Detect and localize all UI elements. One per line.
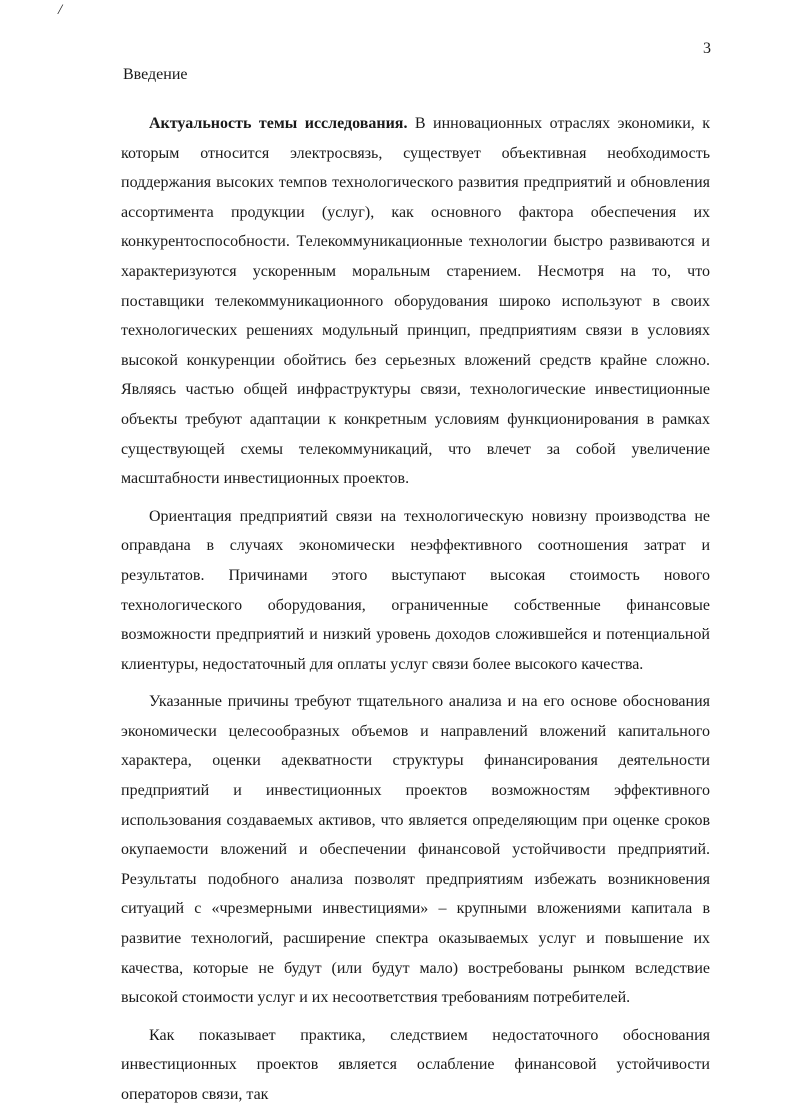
body-text: [121, 109, 710, 1118]
paragraph-text: Указанные причины требуют тщательного анализа и на его основе обоснования экономически целесообразных объемов и направлений вложений капитального характера, оценки адекватности структуры финансирования деятельности предприятий и инвестиционных проектов возможностям эффективного использования создаваемых активов, что является определяющим при оценке сроков окупаемости вложений и обеспечении финансовой устойчивости предприятий. Результаты подобного анализа позволят предприятиям избежать возникновения ситуаций с «чрезмерными инвестициями» – крупными вложениями капитала в развитие технологий, расширение спектра оказываемых услуг и повышение их качества, которые не будут (или будут мало) востребованы рынком вследствие высокой стоимости услуг и их несоответствия требованиям потребителей.: [121, 693, 710, 1007]
paragraph: [121, 109, 710, 494]
paragraph: [121, 687, 710, 1013]
paragraph: [121, 1021, 710, 1110]
page-number: 3: [703, 40, 711, 57]
paragraph-text: Как показывает практика, следствием недостаточного обоснования инвестиционных проектов является ослабление финансовой устойчивости операторов связи, так: [121, 1026, 710, 1103]
paragraph-lead: Актуальность темы исследования.: [149, 115, 408, 132]
corner-mark: /: [58, 2, 63, 18]
paragraph-text: В инновационных отраслях экономики, к которым относится электросвязь, существует объективная необходимость поддержания высоких темпов технологического развития предприятий и обновления ассортимента продукции (услуг), как основного фактора обеспечения их конкурентоспособности. Телекоммуникационные технологии быстро развиваются и характеризуются ускоренным моральным старением. Несмотря на то, что поставщики телекоммуникационного оборудования широко используют в своих технологических решениях модульный принцип, предприятиям связи в условиях высокой конкуренции обойтись без серьезных вложений средств крайне сложно. Являясь частью общей инфраструктуры связи, технологические инвестиционные объекты требуют адаптации к конкретным условиям функционирования в рамках существующей схемы телекоммуникаций, что влечет за собой увеличение масштабности инвестиционных проектов.: [121, 115, 710, 488]
paragraph: [121, 502, 710, 680]
page-title: Введение: [123, 66, 188, 83]
paragraph-text: Ориентация предприятий связи на технологическую новизну производства не оправдана в случаях экономически неэффективного соотношения затрат и результатов. Причинами этого выступают высокая стоимость нового технологического оборудования, ограниченные собственные финансовые возможности предприятий и низкий уровень доходов сложившейся и потенциальной клиентуры, недостаточный для оплаты услуг связи более высокого качества.: [121, 507, 710, 673]
